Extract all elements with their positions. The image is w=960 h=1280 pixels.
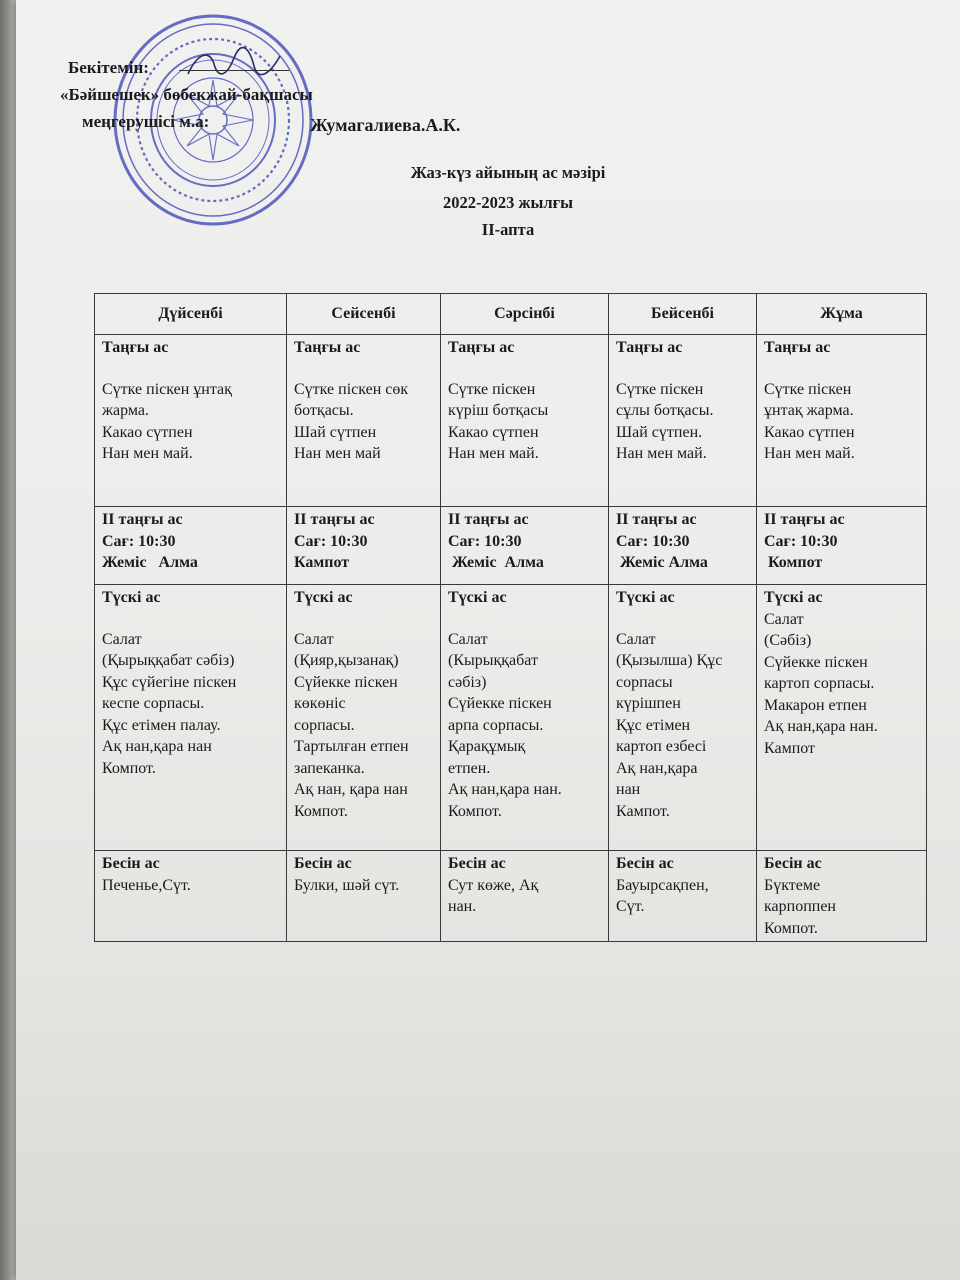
meal-title: Таңғы ас [294, 339, 361, 356]
menu-item: Құс етімен [616, 716, 691, 734]
snack-cell [757, 851, 927, 942]
breakfast-cell [287, 335, 441, 507]
menu-item: Сүтке піскен [448, 380, 536, 398]
spacer [294, 359, 436, 379]
menu-item: Жеміс Алма [448, 554, 544, 571]
meal-title: Бесін ас [294, 855, 352, 872]
menu-item: Нан мен май. [102, 445, 193, 462]
menu-item: Құс сүйегіне піскен [102, 673, 237, 691]
menu-item: Компот. [102, 759, 156, 777]
menu-item: күріш ботқасы [448, 402, 549, 419]
breakfast-cell [95, 335, 287, 507]
menu-item: Ақ нан, қара нан [294, 781, 408, 798]
menu-year: 2022-2023 жылғы [442, 193, 574, 212]
menu-item: Салат [764, 610, 804, 628]
menu-item: Ақ нан,қара нан. [448, 781, 562, 798]
snack-cell [95, 851, 287, 942]
meal-title: ІІ таңғы ас [764, 511, 845, 528]
snack-cell [287, 851, 441, 942]
menu-item: Ақ нан,қара [616, 759, 698, 777]
menu-item: Компот [764, 554, 823, 571]
menu-title: Жаз-күз айының ас мәзірі [410, 163, 606, 182]
menu-item: ботқасы. [294, 402, 354, 419]
meal-time: Сағ: 10:30 [294, 532, 368, 550]
menu-item: арпа сорпасы. [448, 716, 544, 734]
menu-item: Сүтке піскен ұнтақ [102, 380, 232, 398]
second-breakfast-cell [95, 507, 287, 585]
meal-title: ІІ таңғы ас [448, 511, 529, 528]
snack-cell [609, 851, 757, 942]
menu-item: Сүйекке піскен [294, 673, 398, 691]
breakfast-cell [609, 335, 757, 507]
menu-item: Құс етімен палау. [102, 716, 221, 734]
snack-row [95, 851, 927, 942]
menu-item: Сут көже, Ақ [448, 876, 539, 894]
lunch-cell [757, 585, 927, 851]
menu-item: күрішпен [616, 695, 681, 712]
menu-item: сәбіз) [448, 673, 487, 691]
menu-item: Жеміс Алма [616, 554, 708, 571]
menu-item: Кампот [764, 739, 816, 757]
menu-item: Сүтке піскен [616, 380, 704, 398]
menu-item: Шай сүтпен. [616, 423, 703, 441]
menu-item: Салат [102, 630, 142, 648]
menu-item: (Қырыққабат сәбіз) [102, 652, 235, 669]
menu-item: Булки, шәй сүт. [294, 876, 400, 894]
menu-sheet [16, 0, 960, 1280]
meal-title: Таңғы ас [102, 339, 169, 356]
menu-item: Қарақұмық [448, 738, 526, 755]
menu-item: Салат [616, 630, 656, 648]
meal-time: Сағ: 10:30 [448, 532, 522, 550]
meal-title: Түскі ас [294, 589, 353, 606]
day-header: Жұма [757, 294, 927, 335]
menu-item: (Сәбіз) [764, 632, 812, 649]
signature-line [179, 70, 289, 71]
menu-item: Нан мен май. [448, 445, 539, 462]
menu-item: сұлы ботқасы. [616, 402, 714, 419]
spacer [764, 359, 922, 379]
menu-item: Нан мен май. [764, 445, 855, 462]
menu-item: Шай сүтпен [294, 423, 377, 441]
menu-item: Макарон етпен [764, 696, 867, 714]
days-header-row [95, 294, 927, 335]
menu-item: картоп сорпасы. [764, 675, 875, 692]
second-breakfast-cell [441, 507, 609, 585]
breakfast-cell [441, 335, 609, 507]
menu-item: Жеміс Алма [102, 554, 198, 571]
menu-item: Сүтке піскен [764, 380, 852, 398]
menu-week: ІІ-апта [481, 220, 535, 239]
menu-item: Кампот. [616, 802, 670, 820]
meal-title: Бесін ас [616, 855, 674, 872]
meal-time: Сағ: 10:30 [764, 532, 838, 550]
meal-title: Бесін ас [764, 855, 822, 872]
meal-title: Түскі ас [764, 589, 823, 606]
signature-icon [184, 44, 294, 84]
second-breakfast-cell [287, 507, 441, 585]
menu-item: сорпасы. [294, 716, 355, 734]
menu-item: көкөніс [294, 695, 346, 712]
menu-item: Какао сүтпен [102, 423, 193, 441]
lunch-row [95, 585, 927, 851]
head-position: меңгерушісі м.а: [82, 112, 210, 131]
menu-item: Бүктеме [764, 876, 821, 894]
spacer [102, 609, 282, 629]
menu-item: (Қызылша) Құс [616, 652, 723, 669]
meal-title: ІІ таңғы ас [294, 511, 375, 528]
second-breakfast-row [95, 507, 927, 585]
menu-item: Компот. [764, 919, 818, 937]
meal-time: Сағ: 10:30 [102, 532, 176, 550]
breakfast-row [95, 335, 927, 507]
head-name: Жумагалиева.А.К. [310, 115, 461, 135]
menu-item: Печенье,Сүт. [102, 876, 191, 894]
second-breakfast-cell [757, 507, 927, 585]
menu-item: Бауырсақпен, [616, 876, 709, 894]
day-header: Бейсенбі [609, 294, 757, 335]
menu-item: Ақ нан,қара нан [102, 738, 212, 755]
menu-item: запеканка. [294, 759, 365, 777]
meal-title: Түскі ас [448, 589, 507, 606]
lunch-cell [441, 585, 609, 851]
spacer [448, 359, 604, 379]
meal-title: Таңғы ас [764, 339, 831, 356]
spacer [294, 609, 436, 629]
menu-item: кеспе сорпасы. [102, 695, 205, 712]
menu-item: Какао сүтпен [764, 423, 855, 441]
meal-title: Бесін ас [448, 855, 506, 872]
menu-item: Сүт. [616, 898, 645, 915]
menu-item: Нан мен май. [616, 445, 707, 462]
kindergarten-name: «Бәйшешек» бөбекжай-бақшасы [60, 85, 313, 104]
menu-item: Какао сүтпен [448, 423, 539, 441]
meal-title: Түскі ас [102, 589, 161, 606]
menu-item: (Қияр,қызанақ) [294, 652, 399, 669]
approval-label: Бекітемін: [68, 58, 149, 77]
menu-item: ұнтақ жарма. [764, 402, 854, 419]
spacer [616, 359, 752, 379]
meal-title: Бесін ас [102, 855, 160, 872]
menu-item: Нан мен май [294, 445, 381, 462]
menu-item: Салат [448, 630, 488, 648]
day-header: Сейсенбі [287, 294, 441, 335]
menu-item: Компот. [294, 802, 348, 820]
meal-title: ІІ таңғы ас [102, 511, 183, 528]
menu-item: нан [616, 781, 641, 798]
menu-item: етпен. [448, 759, 491, 777]
snack-cell [441, 851, 609, 942]
spacer [616, 609, 752, 629]
menu-item: нан. [448, 898, 477, 915]
lunch-cell [609, 585, 757, 851]
menu-item: сорпасы [616, 673, 673, 691]
menu-table [94, 293, 927, 942]
menu-item: Компот. [448, 802, 502, 820]
second-breakfast-cell [609, 507, 757, 585]
menu-item: Ақ нан,қара нан. [764, 718, 878, 735]
menu-item: карпоппен [764, 898, 836, 915]
spacer [448, 609, 604, 629]
meal-title: Таңғы ас [616, 339, 683, 356]
day-header: Дүйсенбі [95, 294, 287, 335]
menu-item: Сүтке піскен сөк [294, 380, 409, 398]
meal-title: Таңғы ас [448, 339, 515, 356]
day-header: Сәрсінбі [441, 294, 609, 335]
menu-item: Сүйекке піскен [448, 695, 552, 712]
meal-time: Сағ: 10:30 [616, 532, 690, 550]
menu-item: Тартылған етпен [294, 738, 409, 755]
menu-item: (Кырыққабат [448, 652, 538, 669]
spacer [102, 359, 282, 379]
lunch-cell [95, 585, 287, 851]
menu-item: жарма. [102, 402, 150, 419]
lunch-cell [287, 585, 441, 851]
meal-title: ІІ таңғы ас [616, 511, 697, 528]
breakfast-cell [757, 335, 927, 507]
menu-item: Салат [294, 630, 334, 648]
meal-title: Түскі ас [616, 589, 675, 606]
menu-item: Сүйекке піскен [764, 653, 868, 671]
menu-item: Кампот [294, 554, 350, 571]
menu-item: картоп езбесі [616, 738, 707, 755]
